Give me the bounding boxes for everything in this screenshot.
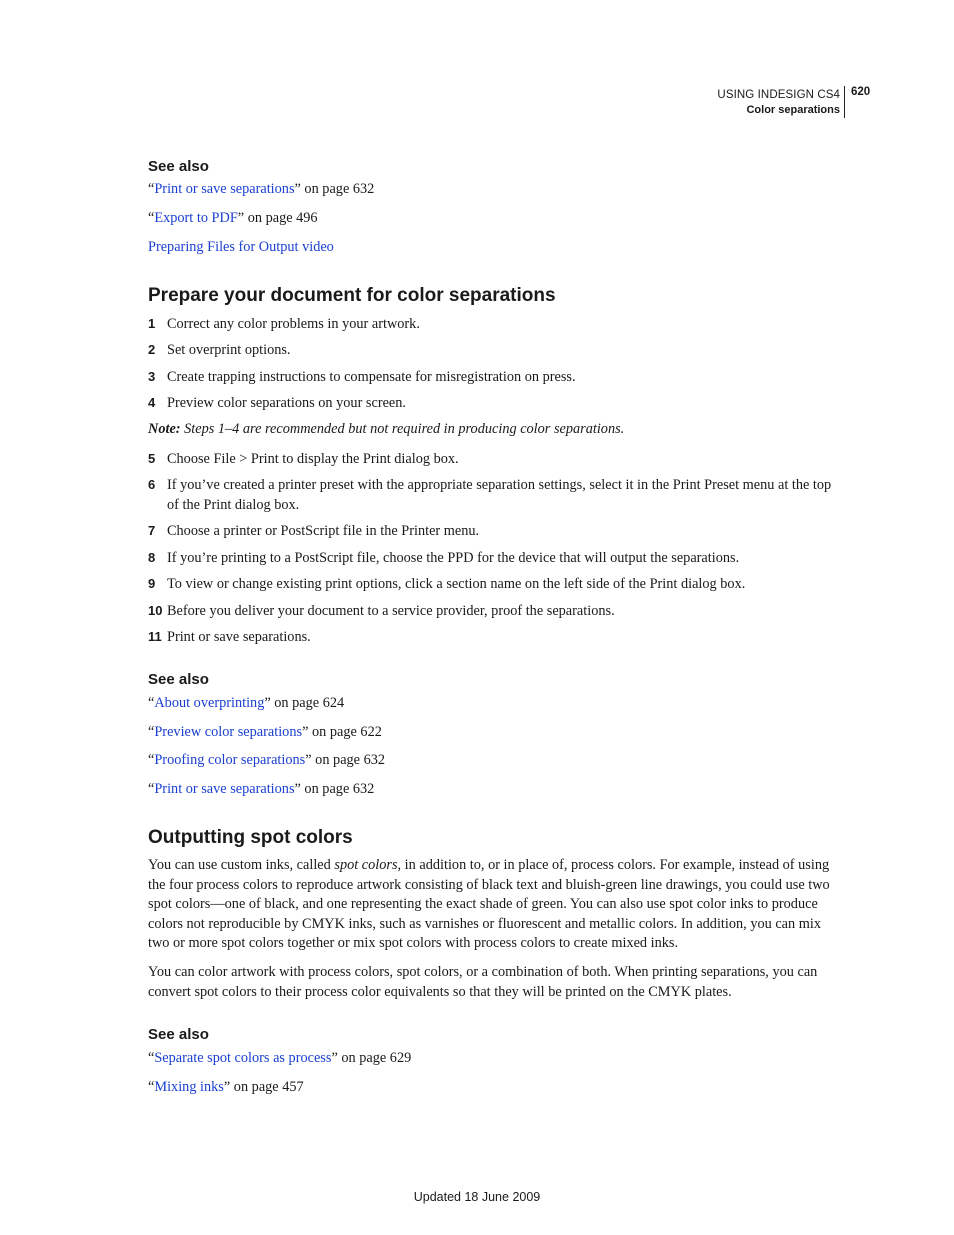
see-also-item: “About overprinting” on page 624 (148, 695, 345, 711)
see-also-item: “Preview color separations” on page 622 (148, 724, 382, 740)
header-divider (844, 86, 845, 118)
cross-reference-link[interactable]: Print or save separations (154, 781, 295, 797)
cross-reference-link[interactable]: Preview color separations (154, 724, 303, 740)
cross-reference-link[interactable]: Export to PDF (154, 210, 238, 226)
step-text: Choose File > Print to display the Print dialog box. (167, 451, 459, 467)
body-paragraph: You can color artwork with process colors, spot colors, or a combination of both. When printing separations, you can convert spot colors to their process color equivalents so that they will be printed on the CMYK plates. (148, 964, 818, 1000)
see-also-heading: See also (148, 158, 209, 175)
step-number: 7 (148, 523, 156, 538)
see-also-item: “Print or save separations” on page 632 (148, 781, 375, 797)
see-also-item (148, 238, 334, 257)
step-text: If you’re printing to a PostScript file, choose the PPD for the device that will output the separations. (167, 550, 740, 566)
step-number: 10 (148, 603, 163, 618)
step-number: 11 (148, 629, 162, 644)
section-heading: Prepare your document for color separations (148, 285, 556, 306)
step-number: 9 (148, 576, 156, 591)
step-number: 6 (148, 477, 156, 492)
cross-reference-link[interactable]: Print or save separations (154, 181, 295, 197)
see-also-item: “Mixing inks” on page 457 (148, 1079, 304, 1095)
step-text: Print or save separations. (167, 629, 311, 645)
step-text: Preview color separations on your screen. (167, 395, 406, 411)
doc-title: USING INDESIGN CS4 (717, 89, 840, 101)
step-text: If you’ve created a printer preset with the appropriate separation settings, select it in the Print Preset menu at the top of the Print dialog box. (167, 477, 832, 513)
note (148, 420, 624, 439)
chapter-title: Color separations (746, 104, 840, 116)
step-text: To view or change existing print options, click a section name on the left side of the Print dialog box. (167, 576, 746, 592)
step-number: 1 (148, 316, 156, 331)
running-header (717, 88, 840, 118)
note-label: Note: (148, 421, 181, 437)
cross-reference-link[interactable]: About overprinting (154, 695, 265, 711)
emphasis-term: spot colors (334, 857, 398, 873)
step-number: 2 (148, 342, 156, 357)
page-footer: Updated 18 June 2009 (413, 1190, 541, 1204)
step-number: 5 (148, 451, 156, 466)
step-text: Choose a printer or PostScript file in the Printer menu. (167, 523, 480, 539)
step-text: Before you deliver your document to a service provider, proof the separations. (167, 603, 615, 619)
step-number: 3 (148, 369, 156, 384)
see-also-item: “Print or save separations” on page 632 (148, 181, 375, 197)
see-also-item: “Export to PDF” on page 496 (148, 210, 318, 226)
step-number: 4 (148, 395, 156, 410)
step-text: Set overprint options. (167, 342, 291, 358)
see-also-heading: See also (148, 1026, 209, 1043)
note-text: Steps 1–4 are recommended but not required in producing color separations. (180, 421, 625, 437)
video-link[interactable]: Preparing Files for Output video (148, 239, 334, 255)
section-heading: Outputting spot colors (148, 827, 353, 848)
step-text: Create trapping instructions to compensate for misregistration on press. (167, 369, 576, 385)
see-also-heading: See also (148, 671, 209, 688)
step-number: 8 (148, 550, 156, 565)
cross-reference-link[interactable]: Proofing color separations (154, 752, 306, 768)
cross-reference-link[interactable]: Separate spot colors as process (154, 1050, 332, 1066)
see-also-item: “Proofing color separations” on page 632 (148, 752, 386, 768)
step-text: Correct any color problems in your artwork. (167, 316, 420, 332)
page-number: 620 (851, 86, 871, 98)
cross-reference-link[interactable]: Mixing inks (154, 1079, 224, 1095)
see-also-item: “Separate spot colors as process” on page 629 (148, 1050, 412, 1066)
body-paragraph: You can use custom inks, called spot colors, in addition to, or in place of, process colors. For example, instead of using the four process colors to reproduce artwork consisting of black text and bluish-green line drawings, you could use two spot colors—one of black, and one representing the exact shade of green. You can also use spot color inks to produce colors not reproducible by CMYK inks, such as varnishes or fluorescent and metallic colors. In addition, you can mix two or more spot colors together or mix spot colors with process colors to create mixed inks. (148, 857, 830, 951)
